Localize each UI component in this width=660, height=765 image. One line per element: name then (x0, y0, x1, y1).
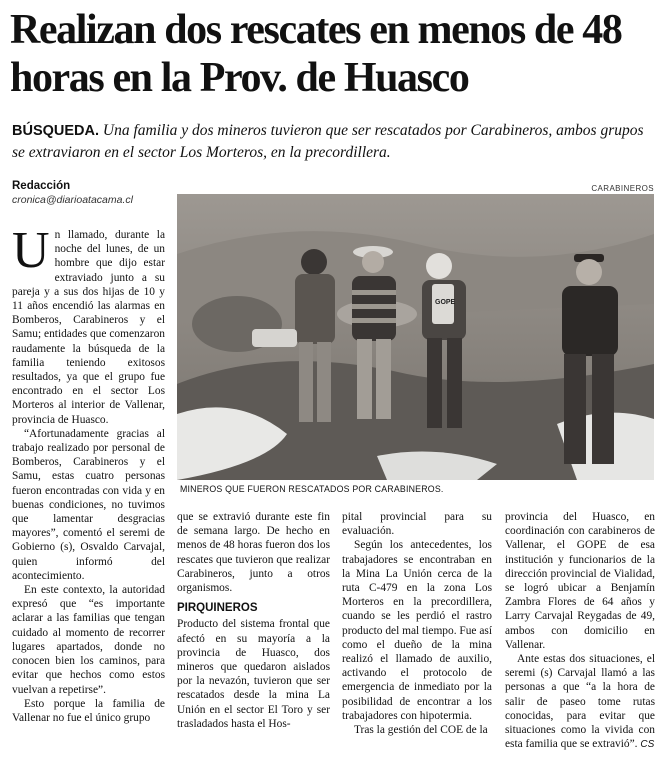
article-column-2 (177, 510, 330, 731)
byline-email: cronica@diarioatacama.cl (12, 194, 133, 206)
paragraph-8: Según los antecedentes, los trabajadores se encontraban en la Mina La Unión cerca de la ruta C-479 en la zona Los Morteros en la precordillera, cuando se les perdió el rastro producto del mal tiempo. Fue así como el dueño de la mina realizó el llamado de auxilio, activando el protocolo de emergencia de inmediato por la posibilidad de encontrar a los trabajadores con hipotermia. (342, 539, 492, 722)
paragraph-6: Producto del sistema frontal que afectó en su mayoría a la provincia de Huasco, dos mineros que quedaron aislados por la nevazón, tuvieron que ser rescatados desde la mina La Unión en el sector El Toro y ser trasladados hasta el Hos- (177, 618, 330, 730)
deck-kicker: BÚSQUEDA. (12, 123, 100, 139)
article-column-3 (342, 510, 492, 737)
subhead: PIRQUINEROS (177, 602, 258, 615)
news-photo (177, 194, 654, 480)
article-column-1 (12, 222, 165, 725)
photo-caption: MINEROS QUE FUERON RESCATADOS POR CARABINEROS. (180, 484, 444, 494)
photo-credit: CARABINEROS (591, 184, 654, 193)
paragraph-7: pital provincial para su evaluación. (342, 511, 492, 538)
paragraph-5: que se extravió durante este fin de semana largo. De hecho en menos de 48 horas fueron dos los rescates que tuvieron que realizar Carabineros, junto a otros organismos. (177, 511, 330, 595)
article-column-4 (505, 510, 655, 752)
photo-illustration (177, 194, 654, 480)
paragraph-4: Esto porque la familia de Vallenar no fue el único grupo (12, 697, 165, 724)
paragraph-2: “Afortunadamente gracias al trabajo realizado por personal de Bomberos, Carabineros y el Samu, estas cuatro personas fueron encontradas con vida y en buenas condiciones, no tuvimos que lamentar desgracias mayores”, comentó el seremi de Gobierno (s), Osvaldo Carvajal, quien informó del acontecimiento. (12, 427, 165, 582)
paragraph-1: Un llamado, durante la noche del lunes, de un hombre que dijo estar extraviado junto a su pareja y a sus dos hijas de 10 y 11 años encendió las alarmas en Bomberos, Carabineros y el Samu; entidades que comenzaron raudamente la búsqueda de la familia teniendo exitosos resultados, ya que el grupo fue encontrado en el sector Los Morteros al interior de Vallenar, provincia de Huasco. (12, 222, 165, 426)
deck (12, 120, 654, 163)
end-mark: CS (640, 739, 655, 751)
byline (12, 180, 172, 206)
byline-author: Redacción (12, 180, 71, 192)
paragraph-3: En este contexto, la autoridad expresó que “es importante aclarar a las familias que tengan cuidado al momento de recorrer lugares apartados, donde no conocen bien los caminos, para evitar que hechos como estos vuelvan a repetirse”. (12, 584, 165, 696)
drop-cap: U (12, 222, 50, 279)
paragraph-10: provincia del Huasco, en coordinación con carabineros de Vallenar, el GOPE de esa institución y funcionarios de la dirección provincial de Vialidad, se logró ubicar a Benjamín Zambra Flores de 64 años y Larry Carvajal Reygadas de 49, ambos con domicilio en Vallenar. (505, 511, 655, 651)
headline: Realizan dos rescates en menos de 48 horas en la Prov. de Huasco (10, 7, 622, 101)
paragraph-9: Tras la gestión del COE de la (354, 724, 488, 737)
vest-label: GOPE (435, 299, 456, 306)
deck-text: Una familia y dos mineros tuvieron que ser rescatados por Carabineros, ambos grupos se extraviaron en el sector Los Morteros, en la precordillera. (12, 122, 644, 161)
paragraph-11: Ante estas dos situaciones, el seremi (s) Carvajal llamó a las personas a que “a la hora de salir de paseo tome rutas conocidas, para evitar que situaciones como la vivida con esta familia que se extravió”. CS (505, 653, 655, 751)
